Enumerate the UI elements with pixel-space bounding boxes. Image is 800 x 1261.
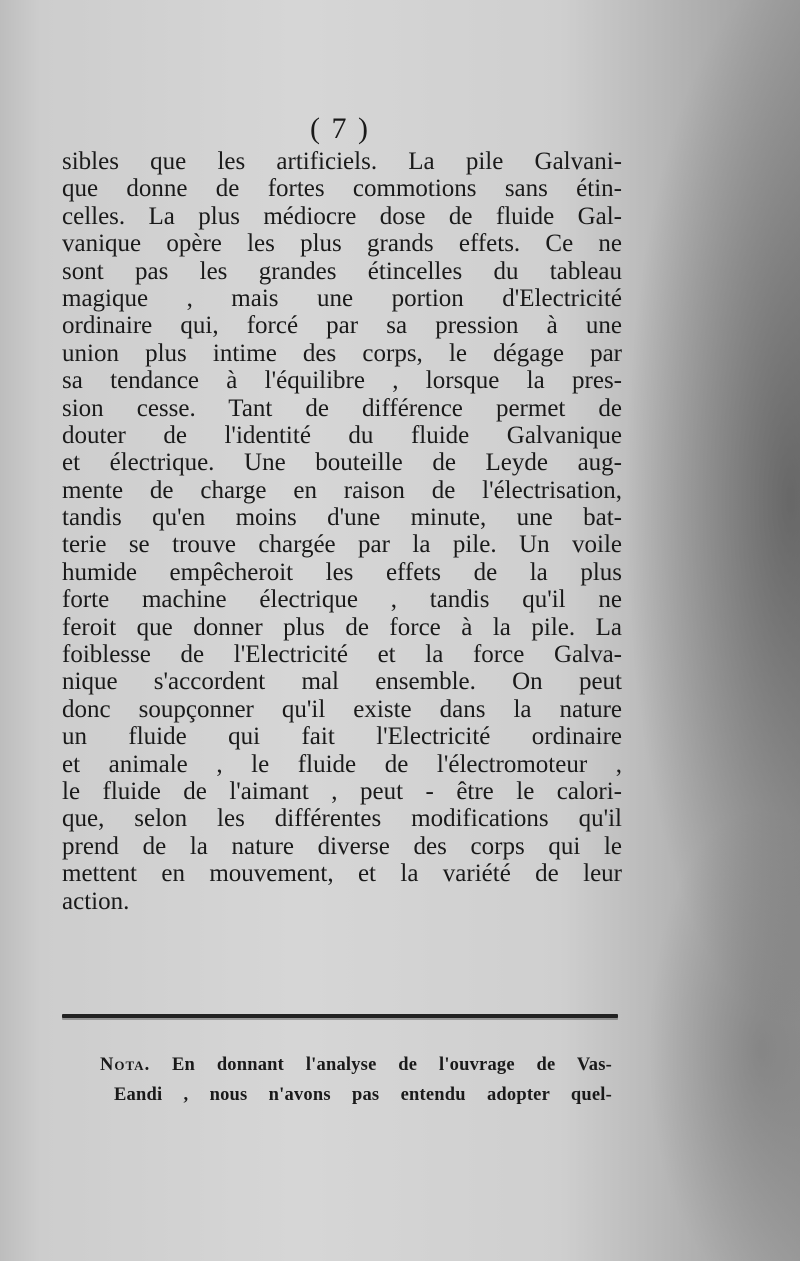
text-line: mettent en mouvement, et la variété de leur — [62, 860, 622, 888]
text-line: celles. La plus médiocre dose de fluide Gal- — [62, 202, 622, 230]
text-line: sont pas les grandes étincelles du tableau — [62, 257, 622, 285]
text-line: et électrique. Une bouteille de Leyde aug- — [62, 449, 622, 477]
text-line: que, selon les différentes modifications qu'il — [62, 805, 622, 833]
text-line: union plus intime des corps, le dégage par — [62, 339, 622, 367]
text-line: le fluide de l'aimant , peut - être le calori- — [62, 777, 622, 805]
body-text — [62, 148, 622, 915]
footnote-line-2: Eandi , nous n'avons pas entendu adopter quel- — [114, 1085, 612, 1105]
text-line: foiblesse de l'Electricité et la force Galva- — [62, 641, 622, 669]
text-line: ordinaire qui, forcé par sa pression à une — [62, 312, 622, 340]
footnote-line-1-text: En donnant l'analyse de l'ouvrage de Vas- — [172, 1055, 612, 1075]
text-line: donc soupçonner qu'il existe dans la nature — [62, 695, 622, 723]
text-line: feroit que donner plus de force à la pile. La — [62, 613, 622, 641]
text-line: mente de charge en raison de l'électrisation, — [62, 476, 622, 504]
footnote-line-1 — [100, 1050, 612, 1080]
text-line: douter de l'identité du fluide Galvanique — [62, 421, 622, 449]
text-line: un fluide qui fait l'Electricité ordinaire — [62, 723, 622, 751]
text-line: terie se trouve chargée par la pile. Un voile — [62, 531, 622, 559]
text-line: forte machine électrique , tandis qu'il ne — [62, 586, 622, 614]
text-line: nique s'accordent mal ensemble. On peut — [62, 668, 622, 696]
text-line: sion cesse. Tant de différence permet de — [62, 394, 622, 422]
section-divider — [62, 1014, 618, 1018]
text-line: et animale , le fluide de l'électromoteur , — [62, 750, 622, 778]
footnote-label: Nota. — [100, 1055, 151, 1075]
text-line: sa tendance à l'équilibre , lorsque la pres- — [62, 367, 622, 395]
text-line: sibles que les artificiels. La pile Galvani- — [62, 148, 622, 175]
text-line: prend de la nature diverse des corps qui le — [62, 832, 622, 860]
text-line-last: action. — [62, 887, 130, 915]
text-line: magique , mais une portion d'Electricité — [62, 284, 622, 312]
page-number: ( 7 ) — [310, 112, 370, 145]
footnote — [100, 1050, 612, 1110]
text-line: tandis qu'en moins d'une minute, une bat- — [62, 504, 622, 532]
text-line: humide empêcheroit les effets de la plus — [62, 558, 622, 586]
text-line: vanique opère les plus grands effets. Ce ne — [62, 230, 622, 258]
text-line: que donne de fortes commotions sans étin- — [62, 175, 622, 203]
